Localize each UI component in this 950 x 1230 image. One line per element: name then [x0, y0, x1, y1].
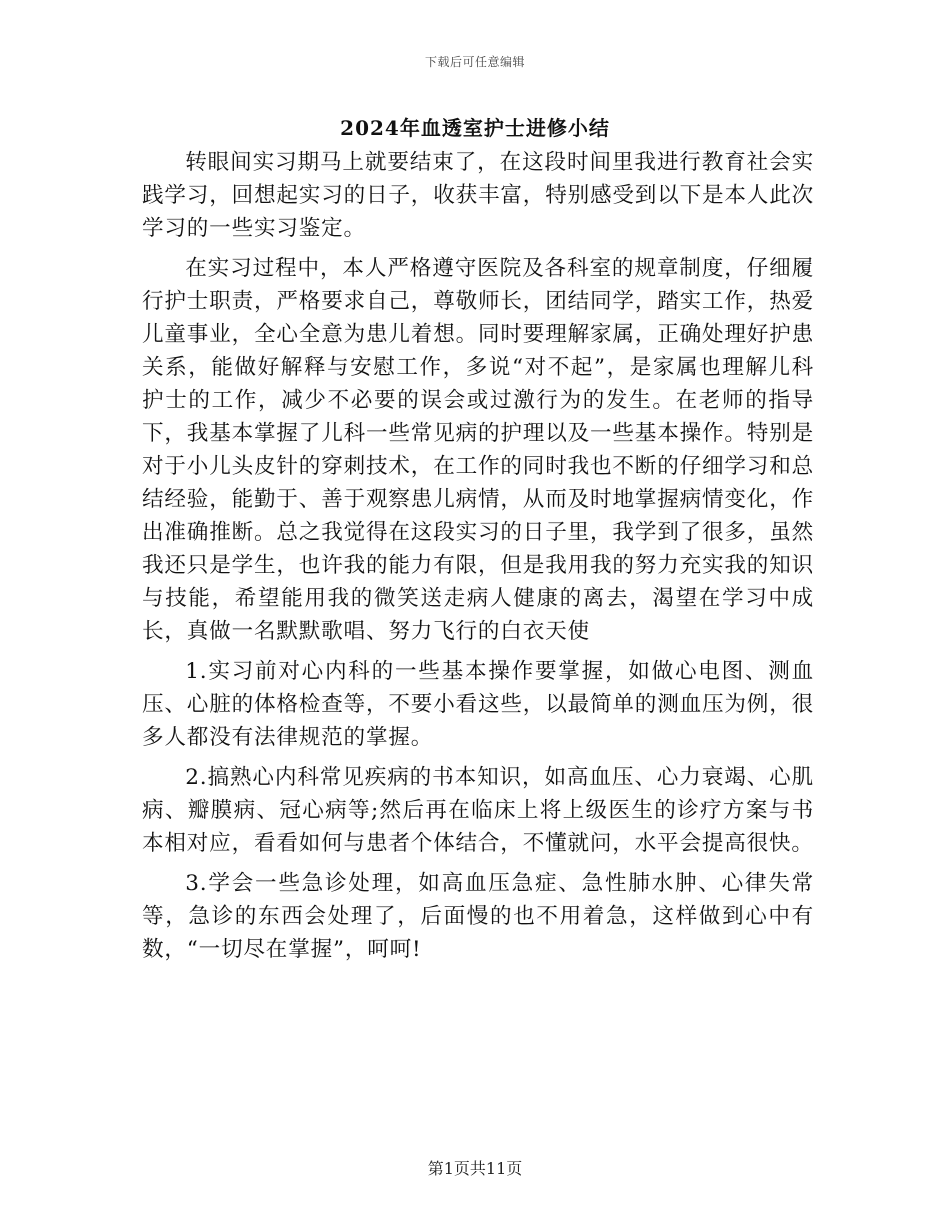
paragraph-point-1: 1.实习前对心内科的一些基本操作要掌握，如做心电图、测血压、心脏的体格检查等，不要小看这些，以最简单的测血压为例，很多人都没有法律规范的掌握。 — [142, 659, 814, 750]
paragraph-main: 在实习过程中，本人严格遵守医院及各科室的规章制度，仔细履行护士职责，严格要求自己，尊敬师长，团结同学，踏实工作，热爱儿童事业，全心全意为患儿着想。同时要理解家属，正确处理好护患关系，能做好解释与安慰工作，多说“对不起”，是家属也理解儿科护士的工作，减少不必要的误会或过激行为的发生。在老师的指导下，我基本掌握了儿科一些常见病的护理以及一些基本操作。特别是对于小儿头皮针的穿刺技术，在工作的同时我也不断的仔细学习和总结经验，能勤于、善于观察患儿病情，从而及时地掌握病情变化，作出准确推断。总之我觉得在这段实习的日子里，我学到了很多，虽然我还只是学生，也许我的能力有限，但是我用我的努力充实我的知识与技能，希望能用我的微笑送走病人健康的离去，渴望在学习中成长，真做一名默默歌唱、努力飞行的白衣天使 — [142, 256, 814, 644]
document-title: 2024年血透室护士进修小结 — [340, 116, 610, 140]
page-number: 第1页共11页 — [427, 1159, 523, 1178]
document-body — [142, 146, 814, 973]
paragraph-point-2: 2.搞熟心内科常见疾病的书本知识，如高血压、心力衰竭、心肌病、瓣膜病、冠心病等;然后再在临床上将上级医生的诊疗方案与书本相对应，看看如何与患者个体结合，不懂就问，水平会提高很快。 — [142, 765, 814, 856]
header-note: 下载后可任意编辑 — [424, 55, 525, 69]
paragraph-point-3: 3.学会一些急诊处理，如高血压急症、急性肺水肿、心律失常等，急诊的东西会处理了，后面慢的也不用着急，这样做到心中有数，“一切尽在掌握”，呵呵! — [142, 871, 814, 962]
paragraph-intro: 转眼间实习期马上就要结束了，在这段时间里我进行教育社会实践学习，回想起实习的日子，收获丰富，特别感受到以下是本人此次学习的一些实习鉴定。 — [142, 150, 814, 241]
